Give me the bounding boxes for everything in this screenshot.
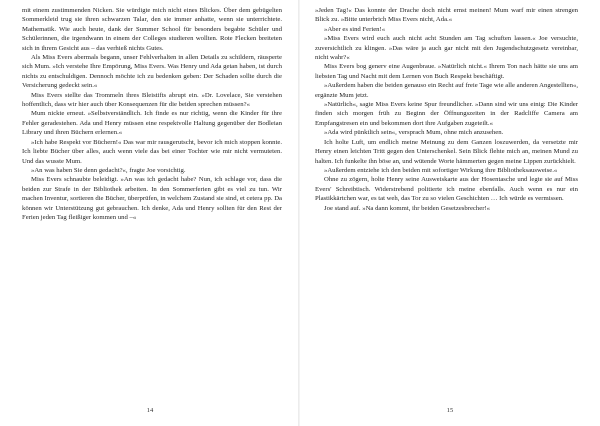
paragraph: »Miss Evers wird euch auch nicht acht Stunden am Tag schuften lassen.« Joe versuchte, zuversichtlich zu klingen. »Das wäre ja auch gar nicht mit den Jugendschutzgesetz vereinbar, nicht wahr?« [315,35,578,62]
paragraph: Als Miss Evers abermals begann, unser Fehlverhalten in allen Details zu schildern, räusperte sich Mum. »Ich verstehe Ihre Empörung, Miss Evers. Was Henry und Ada getan haben, ist durch nichts zu entschuldigen. Dennoch möchte ich zu bedenken geben: Der Schaden sollte durch die Versicherung gedeckt sein.« [22,54,282,90]
paragraph: »Aber es sind Ferien!« [324,25,386,33]
paragraph: Joe stand auf. »Na dann kommt, ihr beiden Gesetzesbrecher!« [324,204,491,212]
paragraph: »Ich habe Respekt vor Büchern!« Das war mir rausgerutscht, bevor ich mich stoppen konnte. Ich liebte Bücher über alles, auch wenn viele das bei einer Tochter wie mir nicht vermuteten. Und das wusste Mum. [22,138,282,165]
page-number: 15 [446,407,454,414]
paragraph: »Außerdem haben die beiden genauso ein Recht auf freie Tage wie alle anderen Angestellten«, ergänzte Mum jetzt. [315,82,578,99]
left-page-body [22,6,282,222]
paragraph: »An was haben Sie denn gedacht?«, fragte Joe vorsichtig. [31,166,186,174]
paragraph: »Jeden Tag!« Das konnte der Drache doch nicht ernst meinen! Mum warf mir einen strengen Blick zu. »Bitte unterbrich Miss Evers nicht, Ada.« [315,7,578,24]
paragraph: Ich holte Luft, um endlich meine Meinung zu dem Ganzen loszuwerden, da versetzte mir Henry einen leichten Tritt gegen den Unterschenkel. Sein Blick flehte mich an, meinen Mund zu halten. Ich funkelte ihn böse an, und wütende Worte hämmerten gegen meine Lippen zurückhielt. [315,138,578,165]
paragraph: Miss Evers schnaubte beleidigt. »An was ich gedacht habe? Nun, ich schlage vor, dass die beiden zur Strafe in der Bibliothek arbeiten. In den Sommerferien gibt es viel zu tun. Wir machen Inventur, sortieren die Bücher, überprüfen, in welchem Zustand sie sind, et cetera pp. Da können wir Unterstützung gut gebrauchen. Ich denke, Ada und Henry sollten für den Rest der Ferien jeden Tag fleißiger kommen und –« [22,176,282,221]
paragraph: Mum nickte erneut. »Selbstverständlich. Ich finde es nur richtig, wenn die Kinder für ihre Fehler geradestehen. Ada und Henry müssen eine respektvolle Haltung gegenüber der Bodleian Library und ihren Büchern erlernen.« [22,110,282,137]
paragraph: »Außerdem entziehe ich den beiden mit sofortiger Wirkung ihre Bibliotheksausweise.« [324,166,558,174]
right-page [300,0,600,426]
page-number: 14 [146,407,154,414]
paragraph: Ohne zu zögern, holte Henry seine Ausweiskarte aus der Hosentasche und legte sie auf Miss Evers' Schreibtisch. Widerstrebend politierte ich meine ebenfalls. Auch wenn es nur ein Plastikkärtchen war, es tat weh, das Tor zu so vielen Geschichten … Ich würde es vermissen. [315,176,578,203]
right-page-body [315,6,578,213]
paragraph: mit einem zustimmenden Nicken. Sie würdigte mich nicht eines Blickes. Über dem gebügelten Sommerkleid trug sie ihren schwarzen Talar, den sie immer anhatte, wenn sie unterrichtete. Mathematik. Wie auch heute, dank der Summer School für besonders begabte Schüler und Schülerinnen, die irgendwann in einem der Colleges studieren wollten. Rote Flecken breiteten sich in ihrem Gesicht aus – das verhieß nichts Gutes. [22,7,282,52]
paragraph: Miss Evers bog generv eine Augenbraue. »Natürlich nicht.« Ihrem Ton nach hätte sie uns am liebsten Tag und Nacht mit dem Lernen von Buch Respekt beschäftigt. [315,63,578,80]
paragraph: »Ada wird pünktlich sein«, versprach Mum, ohne mich anzusehen. [324,129,504,137]
paragraph: »Natürlich«, sagte Miss Evers keine Spur freundlicher. »Dann sind wir uns einig: Die Kinder finden sich morgen früh zu Beginn der Öffnungszeiten in der Radcliffe Camera am Empfangstresen ein und bekommen dort ihre Aufgaben zugeteilt.« [315,101,578,127]
paragraph: Miss Evers stellte das Trommeln ihres Bleistifts abrupt ein. »Dr. Lovelace, Sie verstehen hoffentlich, dass wir hier auch über Konsequenzen für die beiden sprechen müssen?« [22,91,282,109]
